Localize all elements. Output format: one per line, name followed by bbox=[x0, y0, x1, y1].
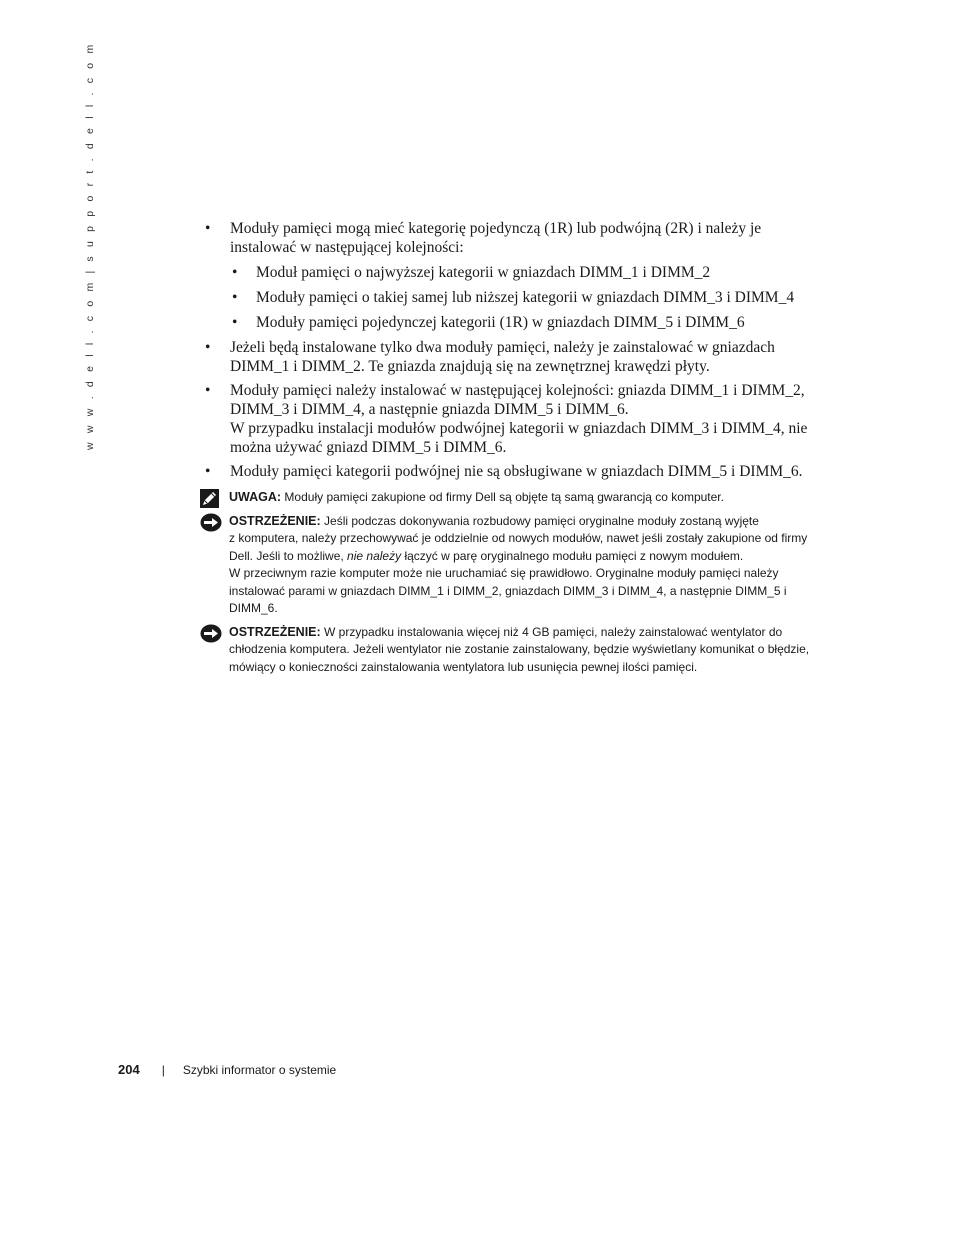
notice-text-line: z komputera, należy przechowywać je oddzielnie od nowych modułów, nawet jeśli zostały zakupione od firmy bbox=[229, 531, 808, 545]
side-url-separator: | bbox=[84, 267, 96, 274]
text-line: DIMM_1 i DIMM_2. Te gniazda znajdują się na zewnętrznej krawędzi płyty. bbox=[230, 358, 710, 375]
text-line: W przypadku instalacji modułów podwójnej kategorii w gniazdach DIMM_3 i DIMM_4, nie bbox=[230, 420, 808, 437]
notice-text-line: W przeciwnym razie komputer może nie uruchamiać się prawidłowo. Oryginalne moduły pamięci należy bbox=[229, 566, 779, 580]
text-line: • Jeżeli będą instalowane tylko dwa moduły pamięci, należy je zainstalować w gniazdach bbox=[230, 339, 775, 356]
list-item-install-order bbox=[200, 381, 815, 457]
sub-item: • Moduł pamięci o najwyższej kategorii w gniazdach DIMM_1 i DIMM_2 bbox=[230, 263, 815, 282]
note-box bbox=[200, 489, 815, 507]
sub-item: • Moduły pamięci pojedynczej kategorii (1R) w gniazdach DIMM_5 i DIMM_6 bbox=[230, 313, 815, 332]
sub-list bbox=[230, 263, 815, 332]
footer-title: Szybki informator o systemie bbox=[182, 1063, 337, 1077]
footer-separator: | bbox=[161, 1063, 165, 1077]
notice-text-line: mówiący o konieczności zainstalowania wentylatora lub usunięcia pewnej ilości pamięci. bbox=[229, 659, 698, 674]
sub-item: • Moduły pamięci o takiej samej lub niższej kategorii w gniazdach DIMM_3 i DIMM_4 bbox=[230, 288, 815, 307]
side-url bbox=[84, 42, 96, 450]
side-url-dell: w w w . d e l l . c o m bbox=[84, 279, 96, 450]
pencil-note-icon bbox=[200, 489, 219, 508]
notice-text-line: Dell. Jeśli to możliwe, bbox=[229, 548, 344, 563]
text-line: • Moduły pamięci należy instalować w następującej kolejności: gniazda DIMM_1 i DIMM_2, bbox=[230, 382, 805, 399]
note-label: UWAGA: bbox=[229, 490, 282, 504]
notice-text-line: łączyć w parę oryginalnego modułu pamięci z nowym modułem. bbox=[404, 548, 744, 563]
notice-text-line: W przypadku instalowania więcej niż 4 GB pamięci, należy zainstalować wentylator do bbox=[324, 624, 783, 639]
notice-emphasis: nie należy bbox=[347, 548, 402, 563]
page-footer bbox=[118, 1062, 336, 1077]
notice-box-original-modules bbox=[200, 513, 815, 618]
text-line: DIMM_3 i DIMM_4, a następnie gniazda DIMM_5 i DIMM_6. bbox=[230, 401, 629, 418]
notice-arrow-icon bbox=[200, 624, 222, 643]
notice-text-line: instalować parami w gniazdach DIMM_1 i DIMM_2, gniazdach DIMM_3 i DIMM_4, a następnie DIMM_5 i bbox=[229, 583, 787, 598]
text-line: można używać gniazd DIMM_5 i DIMM_6. bbox=[230, 439, 507, 456]
list-item-two-modules bbox=[200, 338, 815, 376]
text-line: instalować w następującej kolejności: bbox=[230, 239, 464, 256]
notice-text-line: chłodzenia komputera. Jeżeli wentylator nie zostanie zainstalowany, będzie wyświetlany komunikat o błędzie, bbox=[229, 642, 810, 656]
main-content bbox=[200, 219, 815, 676]
text-line: • Moduły pamięci mogą mieć kategorię pojedynczą (1R) lub podwójną (2R) i należy je bbox=[230, 220, 762, 237]
notice-label: OSTRZEŻENIE: bbox=[229, 624, 321, 639]
notice-text-line: Jeśli podczas dokonywania rozbudowy pamięci oryginalne moduły zostaną wyjęte bbox=[324, 513, 759, 528]
list-item-memory-ranks bbox=[200, 219, 815, 332]
page-number: 204 bbox=[118, 1062, 140, 1077]
list-item-dual-rank-unsupported: • Moduły pamięci kategorii podwójnej nie są obsługiwane w gniazdach DIMM_5 i DIMM_6. bbox=[200, 462, 815, 481]
notice-text-line: DIMM_6. bbox=[229, 601, 278, 615]
bullet-list bbox=[200, 219, 815, 481]
side-url-support: s u p p o r t . d e l l . c o m bbox=[84, 41, 96, 262]
notice-label: OSTRZEŻENIE: bbox=[229, 513, 321, 528]
note-text: Moduły pamięci zakupione od firmy Dell są objęte tą samą gwarancją co komputer. bbox=[284, 490, 724, 504]
notice-arrow-icon bbox=[200, 513, 222, 532]
notice-box-fan bbox=[200, 624, 815, 677]
